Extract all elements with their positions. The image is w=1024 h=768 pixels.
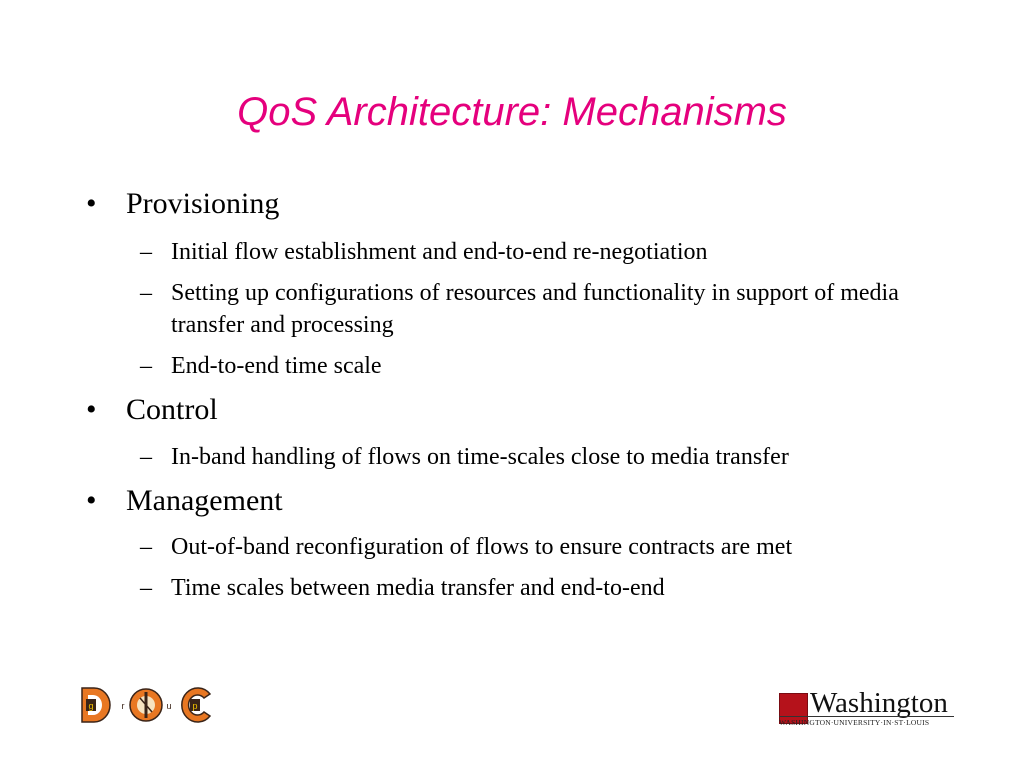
bullet-marker: • <box>86 393 97 426</box>
svg-text:p: p <box>192 701 198 711</box>
sub-bullet-text: Initial flow establishment and end-to-end re-negotiation <box>171 239 708 265</box>
sub-bullet-text: In-band handling of flows on time-scales close to media transfer <box>171 444 789 470</box>
sub-bullet-item <box>140 236 940 268</box>
bullet-marker: • <box>86 484 97 517</box>
sub-bullet-marker: – <box>140 444 152 470</box>
sub-bullet-marker: – <box>140 353 152 379</box>
sub-bullet-text: Setting up configurations of resources and functionality in support of media transfer and processing <box>171 280 899 338</box>
svg-text:g: g <box>88 701 94 711</box>
bullet-label: Management <box>126 484 283 517</box>
sub-bullet-text: Out-of-band reconfiguration of flows to ensure contracts are met <box>171 534 793 560</box>
sub-bullet-item <box>140 441 940 473</box>
sub-bullet-marker: – <box>140 239 152 265</box>
sub-bullet-marker: – <box>140 575 152 601</box>
bullet-marker: • <box>86 187 97 220</box>
svg-text:r: r <box>121 701 125 711</box>
bullet-item <box>86 392 218 428</box>
bullet-item <box>86 186 279 222</box>
sub-bullet-marker: – <box>140 534 152 560</box>
sub-bullet-marker: – <box>140 280 152 306</box>
svg-text:u: u <box>166 701 172 711</box>
sub-bullet-text: End-to-end time scale <box>171 353 382 379</box>
sub-bullet-item <box>140 350 940 382</box>
doc-group-logo <box>80 686 214 724</box>
slide-title: QoS Architecture: Mechanisms <box>237 90 787 134</box>
sub-bullet-text: Time scales between media transfer and end-to-end <box>171 575 665 601</box>
university-name: Washington <box>810 687 948 719</box>
bullet-label: Provisioning <box>126 187 280 220</box>
bullet-label: Control <box>126 393 218 426</box>
bullet-item <box>86 483 283 519</box>
sub-bullet-item <box>140 277 930 341</box>
sub-bullet-item <box>140 531 940 563</box>
washington-university-logo <box>779 687 954 728</box>
sub-bullet-item <box>140 572 940 604</box>
university-subtitle: WASHINGTON·UNIVERSITY·IN·ST·LOUIS <box>779 716 954 727</box>
